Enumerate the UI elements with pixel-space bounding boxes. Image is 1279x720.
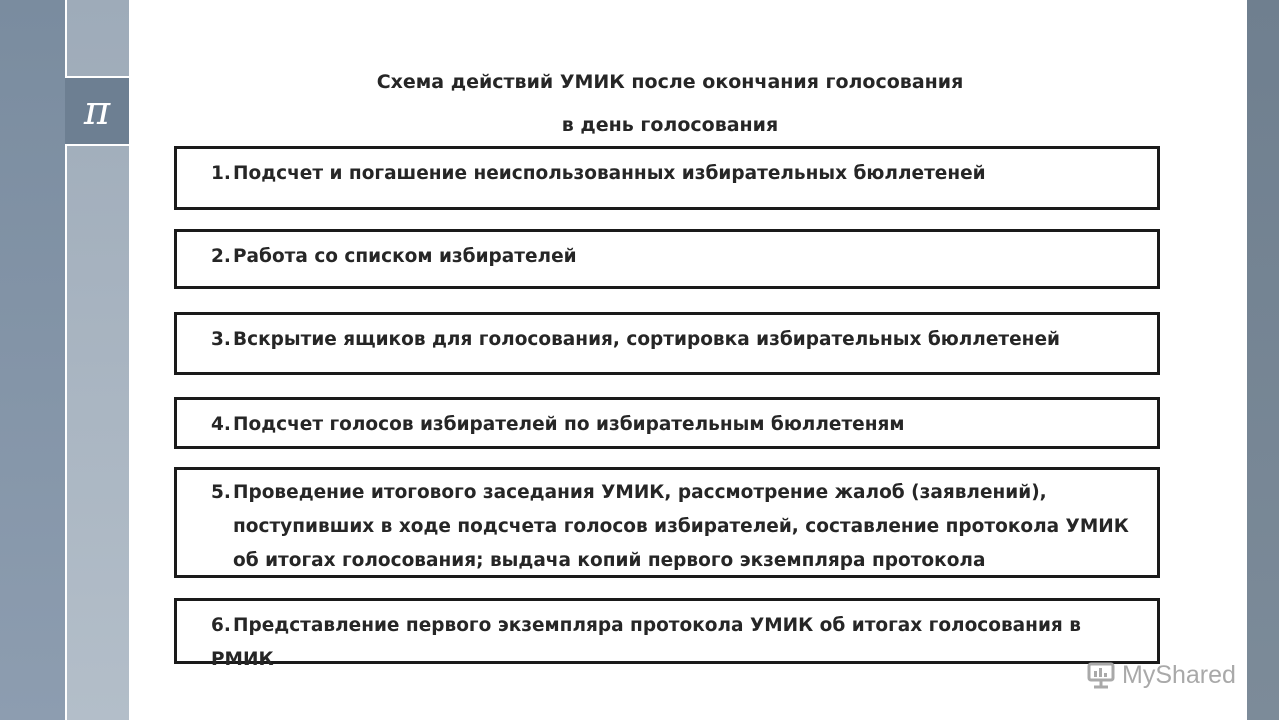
step-box-6: [174, 598, 1160, 670]
presentation-board-icon: [1086, 660, 1116, 690]
watermark-text: MyShared: [1122, 660, 1236, 689]
watermark: [1086, 655, 1236, 695]
step-box-5: [174, 467, 1160, 578]
step-box-1: [174, 146, 1160, 210]
pi-logo-icon: [65, 76, 129, 146]
step-text: Подсчет голосов избирателей по избирательным бюллетеням: [233, 414, 905, 435]
step-number: 2.: [211, 246, 231, 267]
step-number: 3.: [211, 329, 231, 350]
step-box-3: [174, 312, 1160, 375]
step-number: 5.: [211, 482, 231, 503]
step-box-4: [174, 397, 1160, 449]
diagram-title: Схема действий УМИК после окончания голосования: [376, 71, 964, 93]
step-number: 6.: [211, 615, 231, 636]
diagram-subtitle: в день голосования: [561, 114, 779, 136]
step-number: 1.: [211, 163, 231, 184]
step-text: Вскрытие ящиков для голосования, сортировка избирательных бюллетеней: [233, 329, 1060, 350]
step-text: Работа со списком избирателей: [233, 246, 577, 267]
right-decor-band: [1247, 0, 1279, 720]
step-box-2: [174, 229, 1160, 289]
step-text: Подсчет и погашение неиспользованных избирательных бюллетеней: [233, 163, 986, 184]
step-text: Проведение итогового заседания УМИК, рассмотрение жалоб (заявлений), поступивших в ходе подсчета голосов избирателей, составление протокола УМИК об итогах голосования; выдача копий первого экземпляра протокола: [233, 482, 1129, 571]
pi-symbol: π: [83, 88, 111, 134]
step-text: Представление первого экземпляра протокола УМИК об итогах голосования в РМИК: [211, 615, 1081, 670]
step-number: 4.: [211, 414, 231, 435]
left-decor-band: [0, 0, 65, 720]
